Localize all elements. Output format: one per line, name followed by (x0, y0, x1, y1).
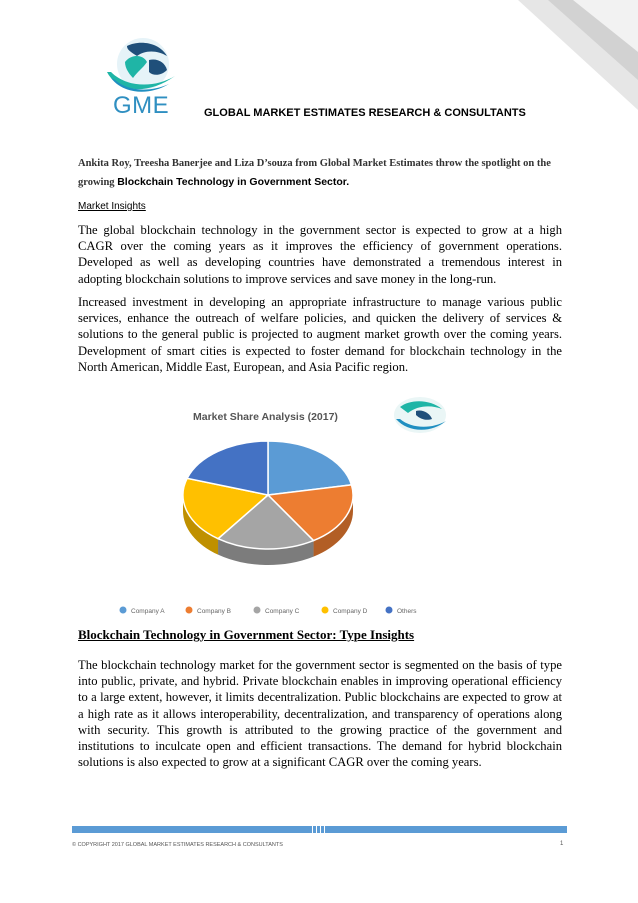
chart-title: Market Share Analysis (2017) (193, 411, 338, 423)
legend-marker-company-d (322, 607, 329, 614)
author-byline (78, 154, 563, 192)
legend-label-company-c: Company C (265, 608, 300, 615)
byline-text: Ankita Roy, Treesha Banerjee and Liza D’souza from Global Market Estimates throw the spotlight on the growing (78, 158, 551, 188)
legend-label-others: Others (397, 608, 417, 615)
legend-marker-company-a (120, 607, 127, 614)
page-number: 1 (560, 841, 564, 847)
footer-bar-ticks (312, 826, 326, 833)
legend-marker-company-c (254, 607, 261, 614)
type-insights-heading: Blockchain Technology in Government Sector: Type Insights (78, 627, 415, 642)
type-insights-paragraph: The blockchain technology market for the government sector is segmented on the basis of type into public, private, and hybrid. Private blockchain enables in improving operational efficiency to a large extent, however, it limits decentralization. Public blockchains are expected to grow at a high rate as it allows interoperability, decentralization, and transparency of operations along with security. This growth is attributed to the growing practice of the government and institutions to inculcate open and efficient transactions. The demand for hybrid blockchain solutions is also expected to grow at a significant CAGR over the coming years. (78, 658, 562, 770)
legend-label-company-a: Company A (131, 608, 165, 615)
legend-marker-company-b (186, 607, 193, 614)
legend-marker-others (386, 607, 393, 614)
logo-wordmark: GME (113, 92, 170, 119)
legend-label-company-d: Company D (333, 608, 368, 615)
page-curl-decoration (478, 0, 638, 110)
legend-label-company-b: Company B (197, 608, 231, 615)
market-insights-heading: Market Insights (78, 201, 146, 212)
header-title: GLOBAL MARKET ESTIMATES RESEARCH & CONSULTANTS (204, 107, 526, 119)
footer-copyright: © COPYRIGHT 2017 GLOBAL MARKET ESTIMATES RESEARCH & CONSULTANTS (72, 842, 283, 848)
byline-topic: Blockchain Technology in Government Sector. (117, 176, 350, 188)
market-insights-paragraph-2: Increased investment in developing an appropriate infrastructure to manage various public services, enhance the outreach of welfare policies, and quicken the delivery of services & solutions to the general public is projected to augment market growth over the coming years. Development of smart cities is expected to foster demand for blockchain technology in the North American, Middle East, European, and Asia Pacific region. (78, 295, 562, 374)
chart-watermark-logo-icon (394, 397, 446, 433)
market-insights-paragraph-1: The global blockchain technology in the government sector is expected to grow at a high CAGR over the coming years as it improves the efficiency of government operations. Developed as well as developing countries have demonstrated a tremendous interest in adopting blockchain solutions to improve services and save money in the long-run. (78, 223, 562, 286)
market-share-pie-chart (100, 385, 500, 625)
